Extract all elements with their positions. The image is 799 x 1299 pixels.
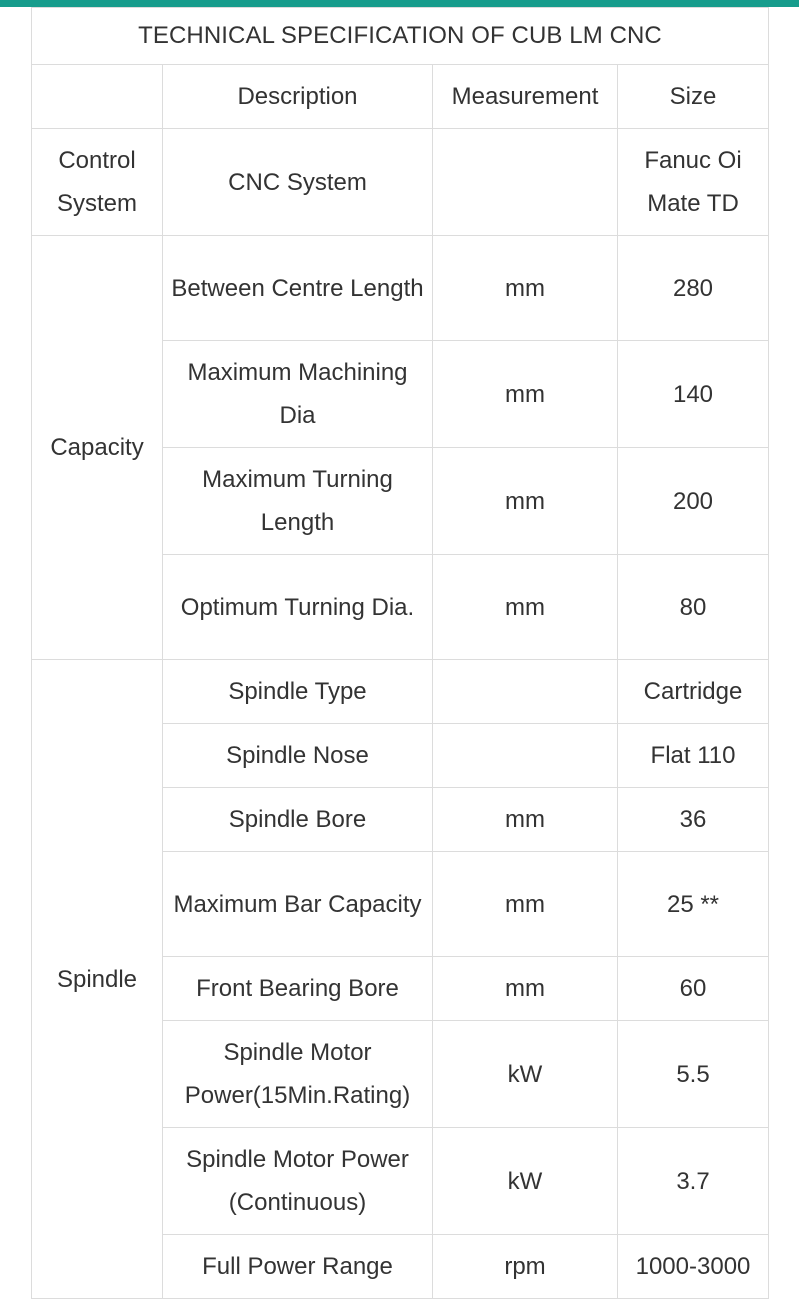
cell-description: Spindle Motor Power(15Min.Rating) <box>163 1021 433 1128</box>
cell-description: Between Centre Length <box>163 236 433 341</box>
group-label-capacity: Capacity <box>32 236 163 660</box>
cell-size: 3.7 <box>618 1128 769 1235</box>
table-title: TECHNICAL SPECIFICATION OF CUB LM CNC <box>32 8 769 65</box>
cell-size: 60 <box>618 957 769 1021</box>
group-label-control-system: Control System <box>32 129 163 236</box>
cell-measurement <box>433 660 618 724</box>
cell-size: 5.5 <box>618 1021 769 1128</box>
cell-size: Flat 110 <box>618 724 769 788</box>
cell-measurement: mm <box>433 448 618 555</box>
header-row <box>32 65 769 129</box>
cell-description: Maximum Bar Capacity <box>163 852 433 957</box>
top-accent-bar <box>0 0 799 7</box>
cell-description: Spindle Bore <box>163 788 433 852</box>
cell-description: Spindle Motor Power (Continuous) <box>163 1128 433 1235</box>
header-group <box>32 65 163 129</box>
header-measurement: Measurement <box>433 65 618 129</box>
cell-size: 200 <box>618 448 769 555</box>
cell-description: Spindle Type <box>163 660 433 724</box>
cell-measurement <box>433 724 618 788</box>
cell-size: Fanuc Oi Mate TD <box>618 129 769 236</box>
table-row <box>32 129 769 236</box>
cell-size: 140 <box>618 341 769 448</box>
cell-description: Optimum Turning Dia. <box>163 555 433 660</box>
header-size: Size <box>618 65 769 129</box>
cell-size: 80 <box>618 555 769 660</box>
title-row <box>32 8 769 65</box>
header-description: Description <box>163 65 433 129</box>
cell-measurement: kW <box>433 1128 618 1235</box>
cell-description: Full Power Range <box>163 1235 433 1299</box>
cell-description: Spindle Nose <box>163 724 433 788</box>
cell-measurement <box>433 129 618 236</box>
cell-measurement: mm <box>433 852 618 957</box>
cell-measurement: rpm <box>433 1235 618 1299</box>
cell-measurement: mm <box>433 341 618 448</box>
cell-description: CNC System <box>163 129 433 236</box>
cell-measurement: mm <box>433 236 618 341</box>
cell-size: 280 <box>618 236 769 341</box>
cell-description: Maximum Machining Dia <box>163 341 433 448</box>
cell-description: Maximum Turning Length <box>163 448 433 555</box>
cell-size: Cartridge <box>618 660 769 724</box>
spec-table-container <box>31 7 769 1299</box>
cell-size: 36 <box>618 788 769 852</box>
cell-measurement: mm <box>433 957 618 1021</box>
cell-measurement: mm <box>433 555 618 660</box>
cell-measurement: mm <box>433 788 618 852</box>
cell-size: 1000-3000 <box>618 1235 769 1299</box>
table-row <box>32 660 769 724</box>
group-label-spindle: Spindle <box>32 660 163 1299</box>
cell-size: 25 ** <box>618 852 769 957</box>
spec-table <box>31 7 769 1299</box>
table-row <box>32 236 769 341</box>
cell-description: Front Bearing Bore <box>163 957 433 1021</box>
cell-measurement: kW <box>433 1021 618 1128</box>
